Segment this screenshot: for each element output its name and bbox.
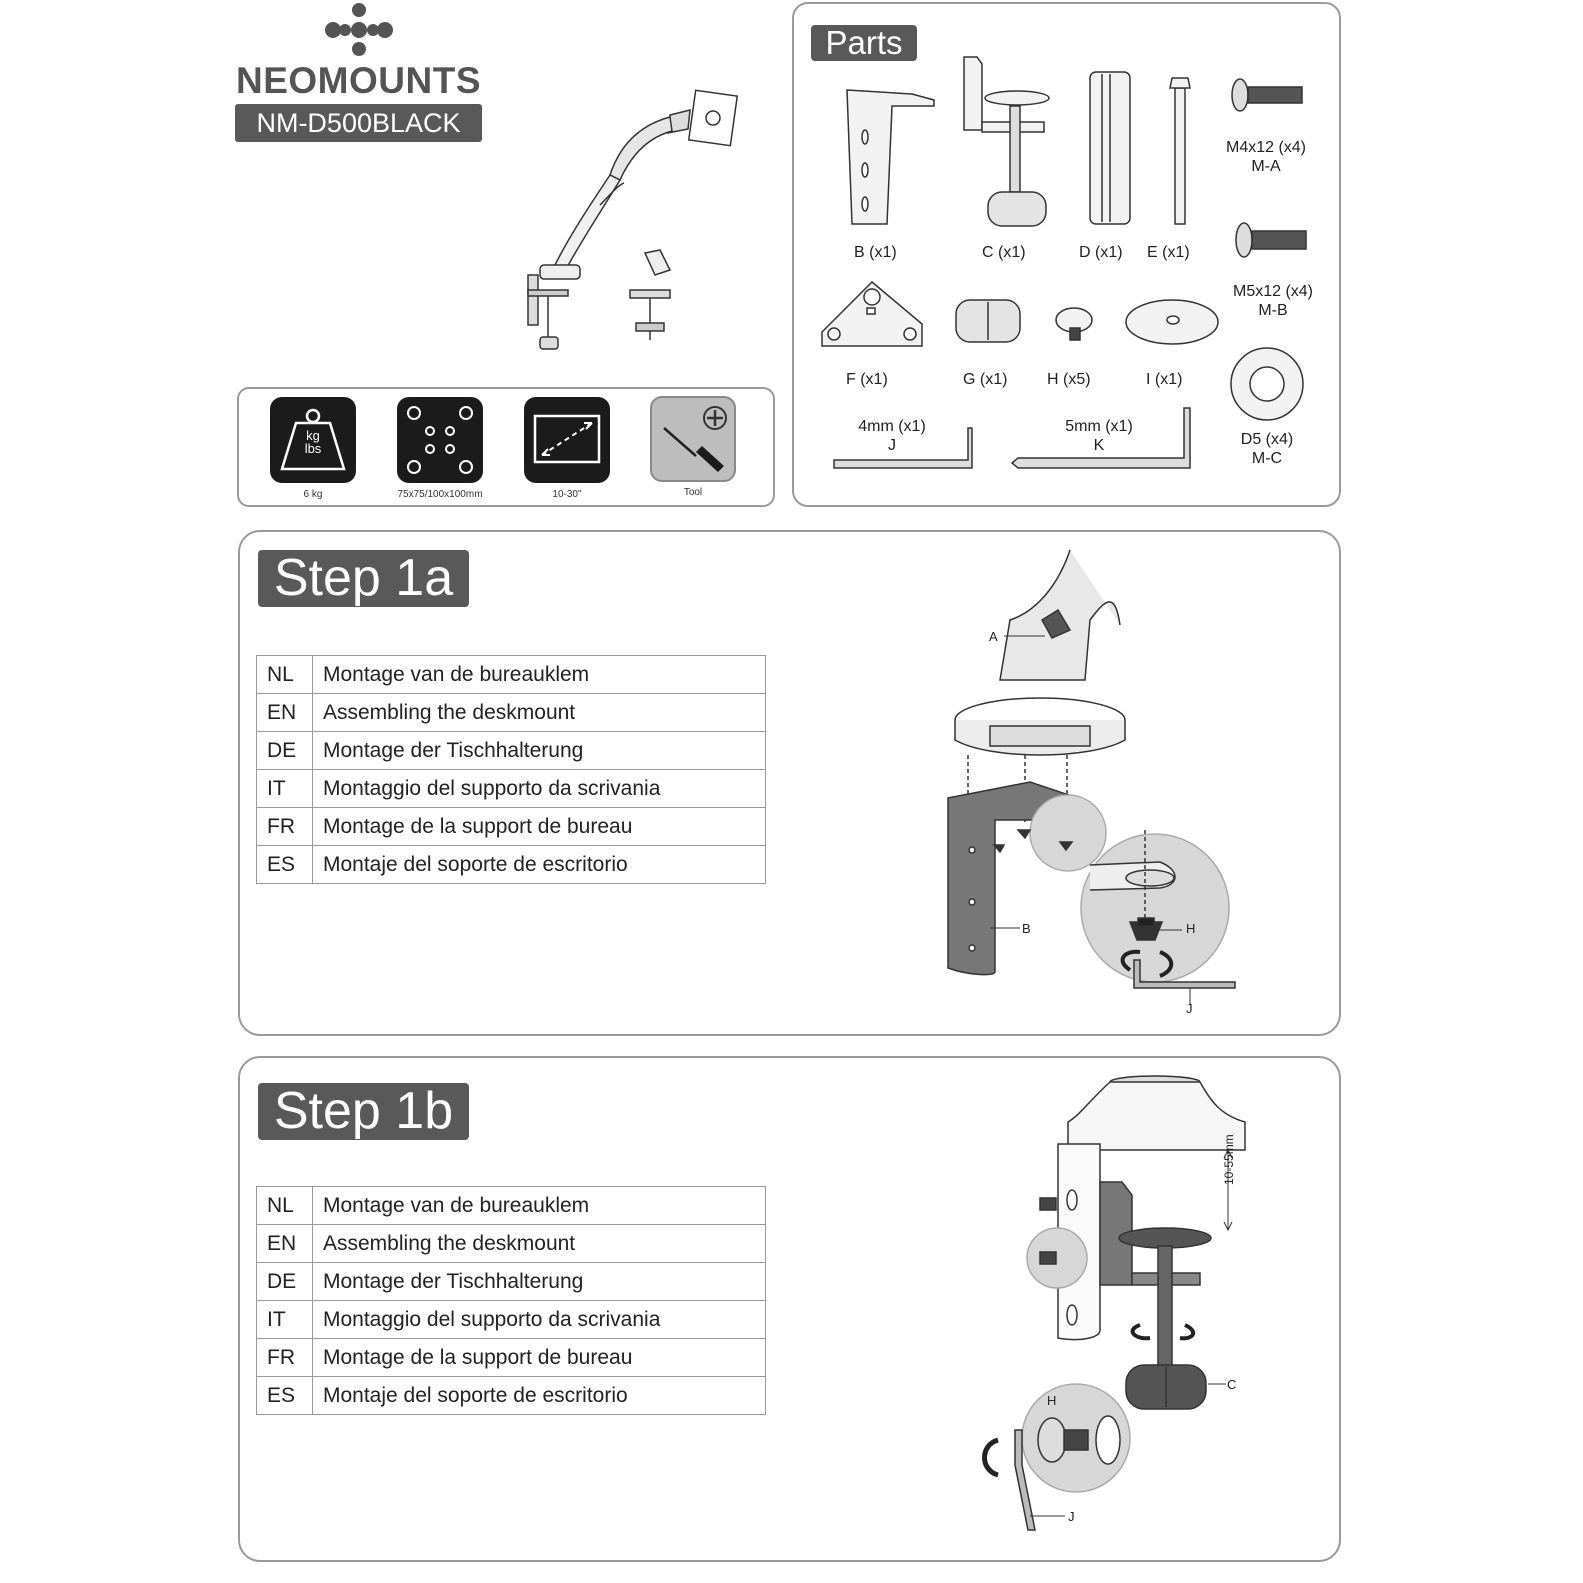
brand-name: NEOMOUNTS xyxy=(236,60,481,101)
part-j-code: J xyxy=(888,437,896,454)
table-row xyxy=(257,656,766,694)
part-ma-size: M4x12 (x4) xyxy=(1225,139,1307,156)
step-1a-language-table xyxy=(256,655,766,884)
weight-unit-lbs: lbs xyxy=(304,441,322,456)
table-row xyxy=(257,1339,766,1377)
feature-weight xyxy=(270,397,356,483)
feature-vesa xyxy=(397,397,483,483)
part-e-drawing xyxy=(1175,88,1185,224)
table-row xyxy=(257,808,766,846)
lang-code: FR xyxy=(257,808,313,846)
model-number: NM-D500BLACK xyxy=(235,104,482,142)
part-f-label: F (x1) xyxy=(846,371,888,388)
lang-code: ES xyxy=(257,1377,313,1415)
lang-text: Assembling the deskmount xyxy=(313,1225,766,1263)
lang-text: Montage de la support de bureau xyxy=(313,808,766,846)
part-c-drawing xyxy=(964,57,982,130)
lang-text: Montage de la support de bureau xyxy=(313,1339,766,1377)
feature-weight-label: 6 kg xyxy=(303,489,323,500)
lang-text: Montaje del soporte de escritorio xyxy=(313,846,766,884)
part-k-size: 5mm (x1) xyxy=(1065,418,1133,435)
step-1a-diagram xyxy=(930,540,1250,1020)
callout-c: C xyxy=(1227,1377,1237,1392)
lang-text: Assembling the deskmount xyxy=(313,694,766,732)
callout-a: A xyxy=(989,629,998,644)
lang-code: DE xyxy=(257,732,313,770)
screwdriver-icon xyxy=(652,398,738,484)
feature-tool xyxy=(650,396,736,482)
lang-text: Montage van de bureauklem xyxy=(313,656,766,694)
feature-tool-label: Tool xyxy=(683,487,703,498)
part-h-label: H (x5) xyxy=(1047,371,1091,388)
lang-code: EN xyxy=(257,694,313,732)
feature-screen-size-label: 10-30" xyxy=(552,489,582,500)
part-b-label: B (x1) xyxy=(854,244,897,261)
table-row xyxy=(257,1377,766,1415)
lang-code: IT xyxy=(257,770,313,808)
lang-text: Montage van de bureauklem xyxy=(313,1187,766,1225)
part-e-label: E (x1) xyxy=(1147,244,1190,261)
parts-title: Parts xyxy=(811,25,917,61)
weight-unit-kg: kg xyxy=(306,428,320,443)
table-row xyxy=(257,1301,766,1339)
table-row xyxy=(257,1263,766,1301)
table-row xyxy=(257,770,766,808)
callout-range: 10-55mm xyxy=(1222,1134,1236,1185)
lang-code: DE xyxy=(257,1263,313,1301)
table-row xyxy=(257,846,766,884)
part-mb-size: M5x12 (x4) xyxy=(1232,283,1314,300)
part-ma-code: M-A xyxy=(1251,158,1281,175)
part-b-drawing xyxy=(847,90,934,224)
lang-text: Montaje del soporte de escritorio xyxy=(313,1377,766,1415)
part-mb-code: M-B xyxy=(1258,302,1288,319)
part-i-label: I (x1) xyxy=(1146,371,1183,388)
step-1a-title: Step 1a xyxy=(258,550,469,607)
product-monitor-arm-illustration xyxy=(520,85,750,360)
table-row xyxy=(257,694,766,732)
part-ma-drawing xyxy=(1232,79,1248,111)
part-c-label: C (x1) xyxy=(982,244,1026,261)
screen-size-icon xyxy=(524,397,610,483)
lang-code: FR xyxy=(257,1339,313,1377)
table-row xyxy=(257,732,766,770)
lang-text: Montaggio del supporto da scrivania xyxy=(313,1301,766,1339)
lang-code: EN xyxy=(257,1225,313,1263)
part-mc-size: D5 (x4) xyxy=(1240,431,1294,448)
part-mb-drawing xyxy=(1236,223,1252,257)
step-1b-language-table xyxy=(256,1186,766,1415)
table-row xyxy=(257,1187,766,1225)
lang-text: Montage der Tischhalterung xyxy=(313,732,766,770)
part-k-code: K xyxy=(1093,437,1105,454)
lang-code: ES xyxy=(257,846,313,884)
part-d-label: D (x1) xyxy=(1079,244,1123,261)
part-j-size: 4mm (x1) xyxy=(858,418,926,435)
callout-j: J xyxy=(1068,1509,1075,1524)
lang-text: Montaggio del supporto da scrivania xyxy=(313,770,766,808)
lang-code: NL xyxy=(257,1187,313,1225)
lang-code: IT xyxy=(257,1301,313,1339)
lang-code: NL xyxy=(257,656,313,694)
callout-h: H xyxy=(1186,921,1196,936)
callout-h: H xyxy=(1047,1393,1057,1408)
vesa-pattern-icon xyxy=(397,397,483,483)
part-mc-code: M-C xyxy=(1251,450,1283,467)
step-1b-title: Step 1b xyxy=(258,1083,469,1140)
callout-b: B xyxy=(1022,921,1031,936)
callout-j: J xyxy=(1186,1001,1193,1016)
feature-screen-size xyxy=(524,397,610,483)
brand-logo xyxy=(323,2,395,56)
logo-dots-icon xyxy=(323,2,395,56)
lang-text: Montage der Tischhalterung xyxy=(313,1263,766,1301)
part-g-label: G (x1) xyxy=(963,371,1008,388)
table-row xyxy=(257,1225,766,1263)
feature-vesa-label: 75x75/100x100mm xyxy=(397,489,483,500)
